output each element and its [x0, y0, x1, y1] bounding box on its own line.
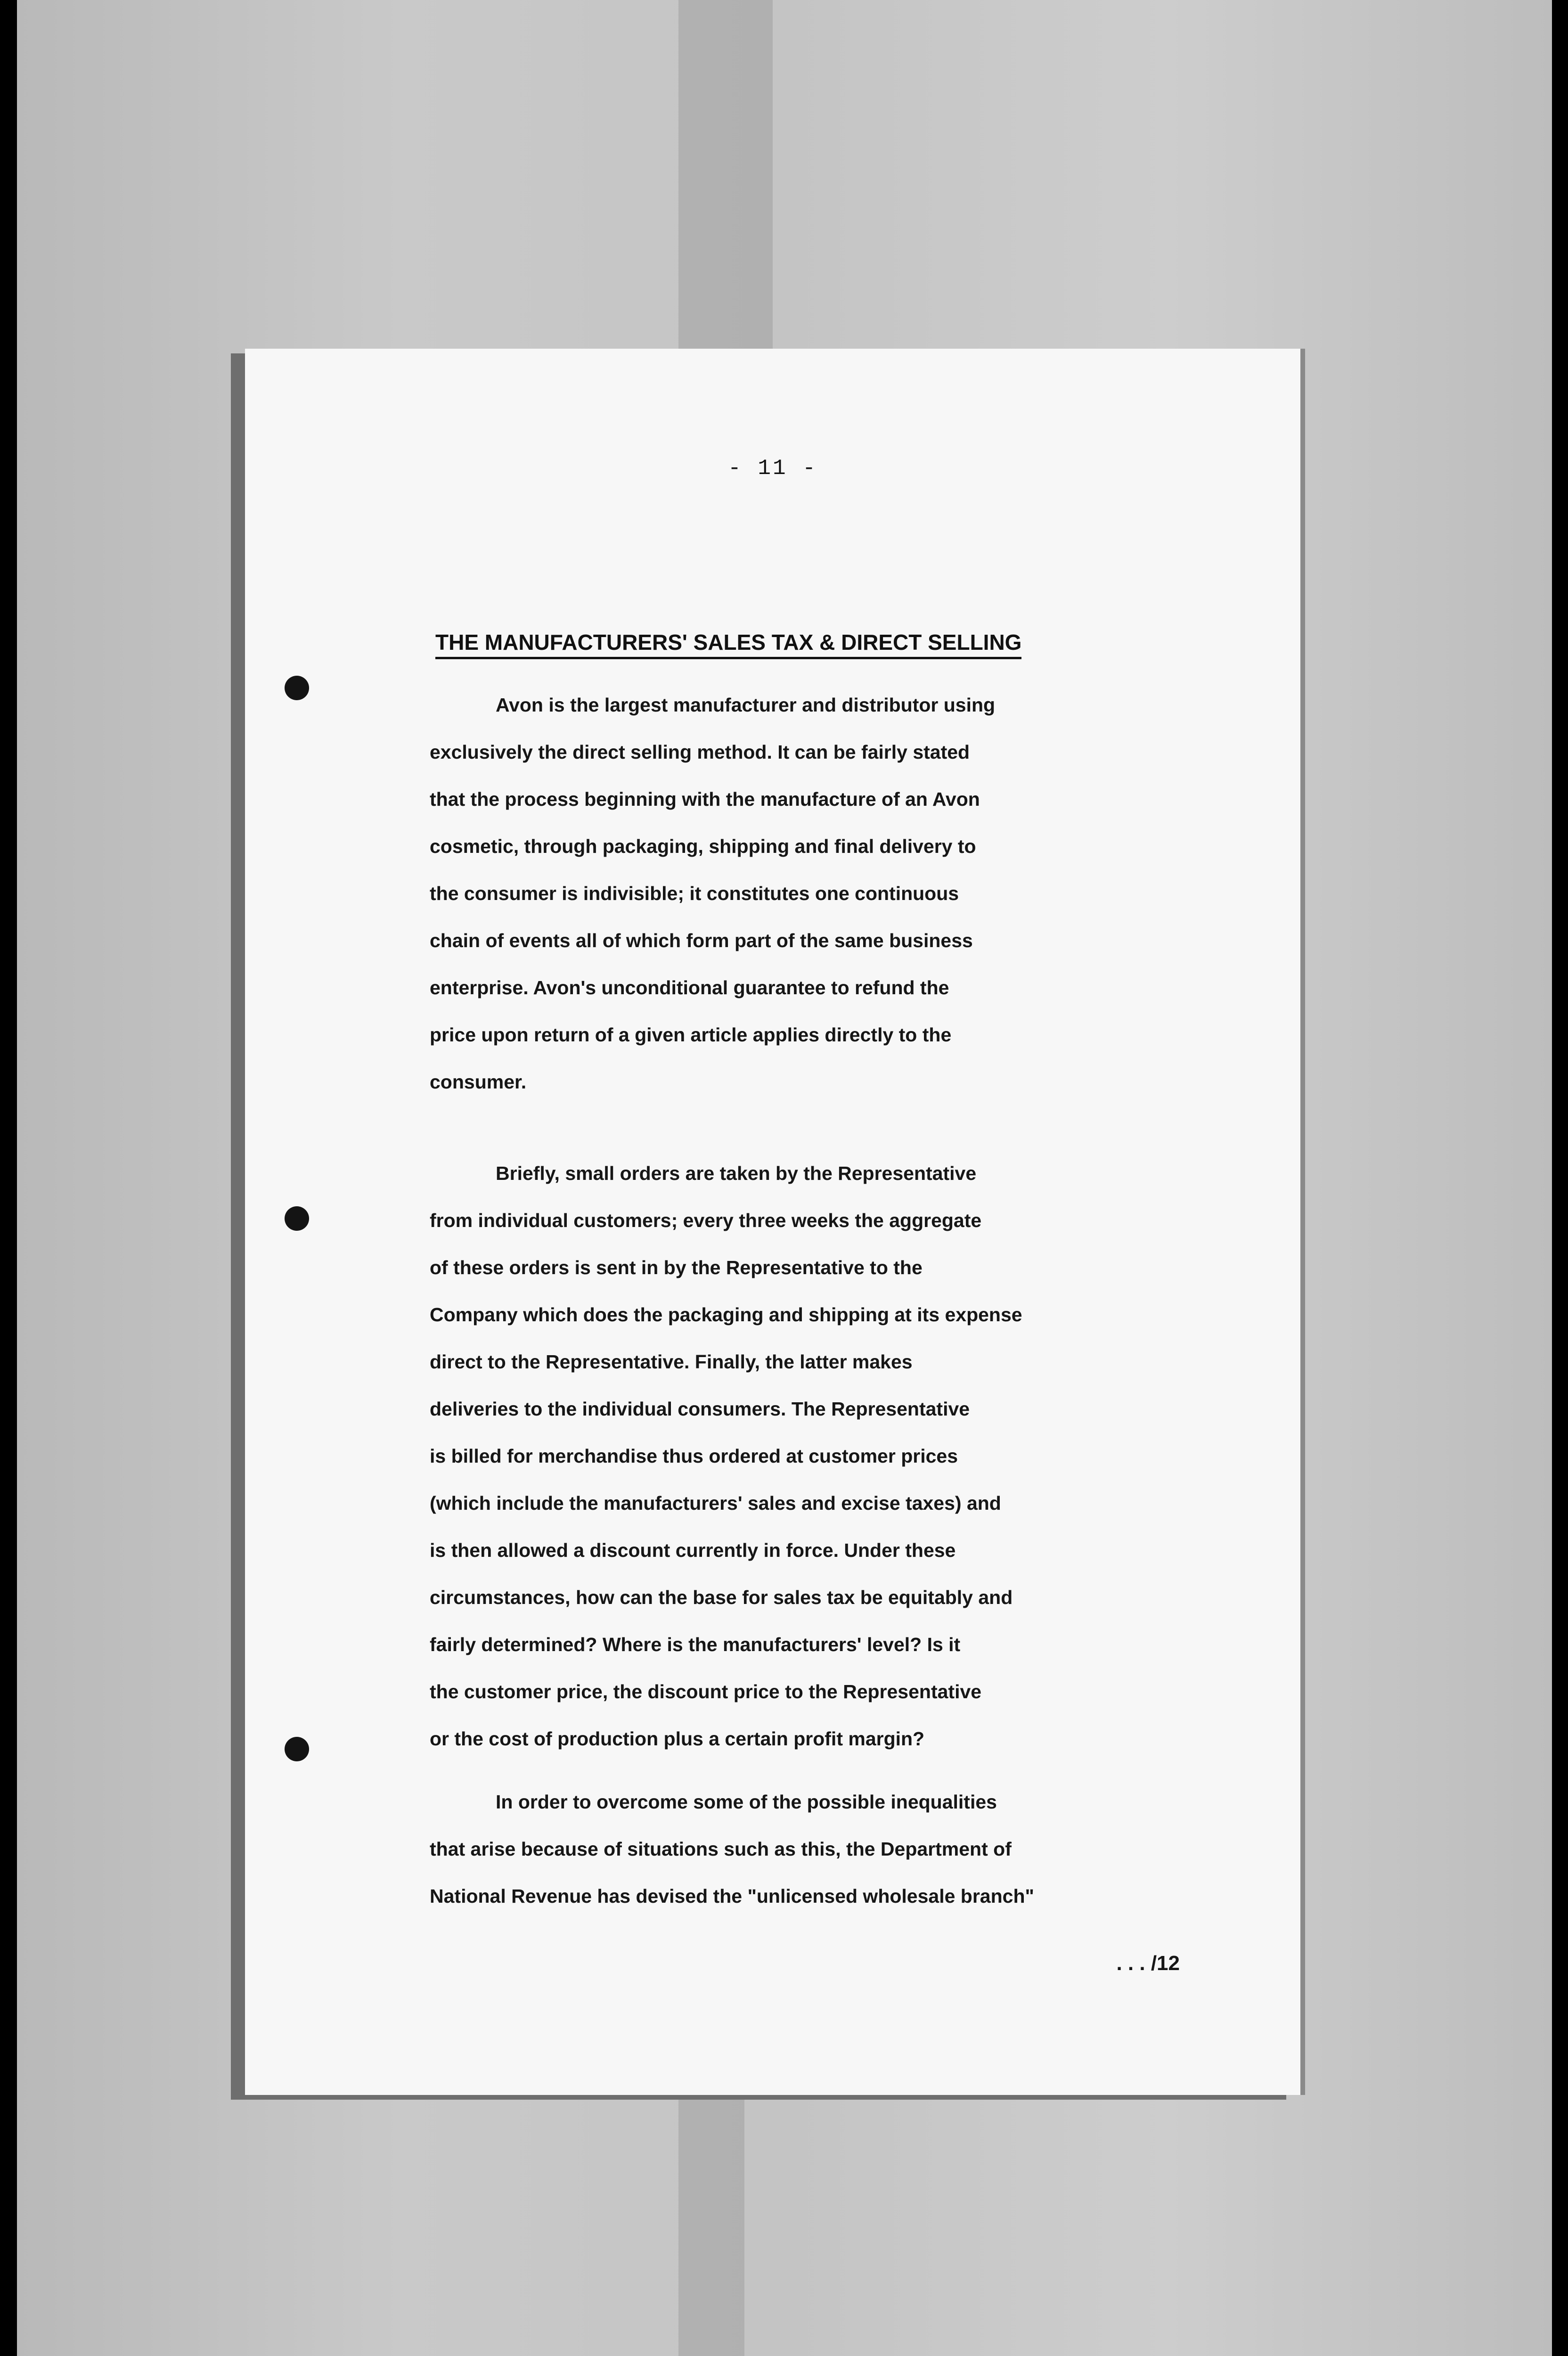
punch-hole-bottom: [285, 1737, 309, 1761]
paragraph-line: that arise because of situations such as this, the Department of: [430, 1838, 1012, 1860]
paragraph-line: Briefly, small orders are taken by the Representative: [496, 1162, 977, 1184]
paragraph-line: fairly determined? Where is the manufacturers' level? Is it: [430, 1634, 961, 1655]
paragraph-line: is then allowed a discount currently in force. Under these: [430, 1539, 956, 1561]
paragraph-line: chain of events all of which form part of the same business: [430, 930, 973, 951]
paragraph-line: Company which does the packaging and shipping at its expense: [430, 1304, 1022, 1325]
punch-hole-top: [285, 676, 309, 700]
paragraph-line: direct to the Representative. Finally, the latter makes: [430, 1351, 913, 1373]
paragraph-line: the consumer is indivisible; it constitutes one continuous: [430, 883, 959, 904]
paragraph-line: of these orders is sent in by the Representative to the: [430, 1257, 923, 1278]
paragraph-line: circumstances, how can the base for sales tax be equitably and: [430, 1587, 1013, 1608]
paragraph-2: [430, 1150, 1080, 1762]
paragraph-1: [430, 681, 1080, 1105]
document-page: [245, 349, 1300, 2095]
paragraph-line: from individual customers; every three weeks the aggregate: [430, 1210, 982, 1231]
paragraph-line: that the process beginning with the manufacture of an Avon: [430, 788, 980, 810]
punch-hole-middle: [285, 1206, 309, 1231]
paragraph-line: or the cost of production plus a certain profit margin?: [430, 1728, 925, 1750]
paragraph-line: In order to overcome some of the possible inequalities: [496, 1791, 997, 1813]
tape-strip-bottom: [678, 2095, 744, 2356]
paragraph-line: exclusively the direct selling method. It can be fairly stated: [430, 741, 970, 763]
paragraph-line: Avon is the largest manufacturer and distributor using: [496, 694, 996, 716]
paragraph-line: deliveries to the individual consumers. The Representative: [430, 1398, 970, 1420]
paragraph-line: the customer price, the discount price to the Representative: [430, 1681, 982, 1702]
paragraph-line: enterprise. Avon's unconditional guarantee to refund the: [430, 977, 949, 998]
section-heading: THE MANUFACTURERS' SALES TAX & DIRECT SELLING: [435, 630, 1021, 659]
paragraph-line: price upon return of a given article applies directly to the: [430, 1024, 952, 1046]
paragraph-line: is billed for merchandise thus ordered at customer prices: [430, 1445, 958, 1467]
paragraph-line: (which include the manufacturers' sales and excise taxes) and: [430, 1492, 1001, 1514]
continuation-marker: . . . /12: [1116, 1952, 1180, 1975]
paragraph-line: cosmetic, through packaging, shipping and final delivery to: [430, 835, 976, 857]
paragraph-line: consumer.: [430, 1071, 527, 1093]
paragraph-line: National Revenue has devised the "unlicensed wholesale branch": [430, 1885, 1034, 1907]
page-number: - 11 -: [728, 456, 817, 481]
tape-strip-top: [678, 0, 773, 349]
paragraph-3: [430, 1778, 1080, 1920]
